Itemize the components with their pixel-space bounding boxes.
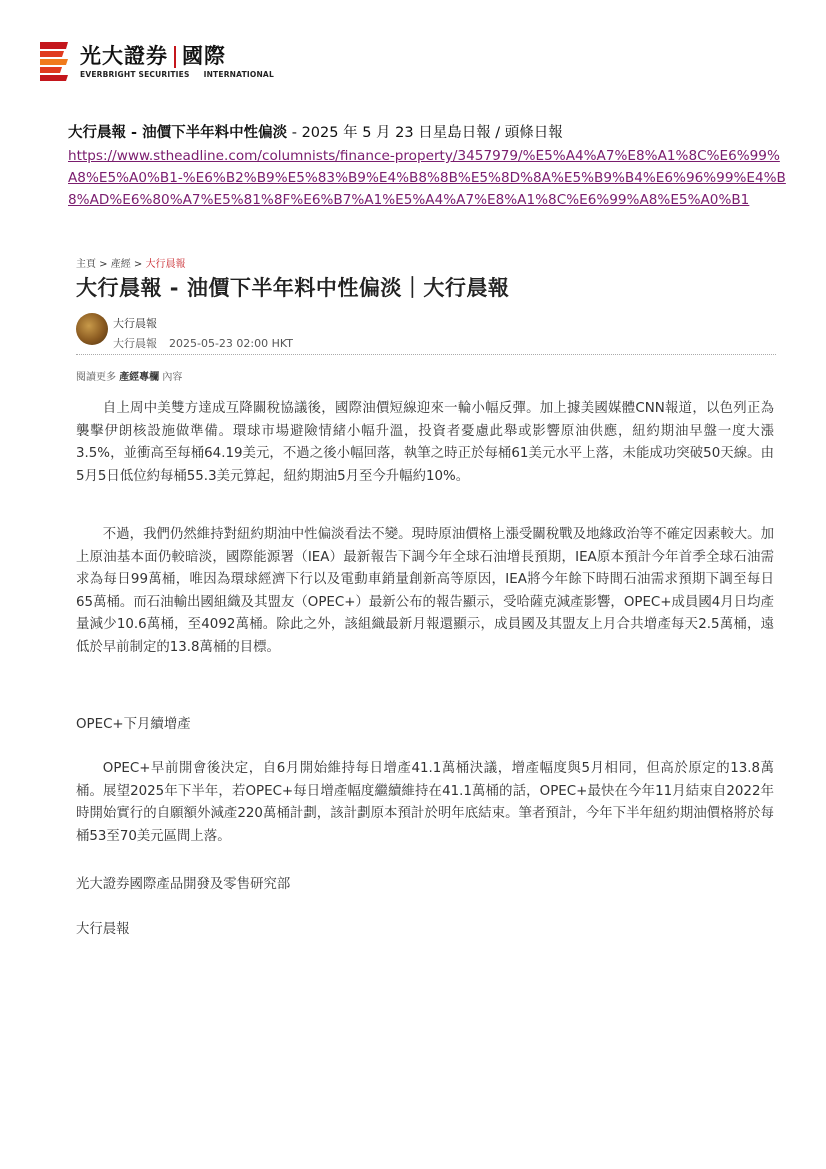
author-meta-name: 大行晨報: [113, 337, 157, 350]
logo-en-division: INTERNATIONAL: [203, 69, 274, 79]
breadcrumb-current[interactable]: 大行晨報: [145, 259, 186, 270]
breadcrumb-separator: >: [130, 259, 146, 270]
signature-column: 大行晨報: [76, 922, 130, 937]
read-more-link[interactable]: 產經專欄: [119, 372, 160, 383]
logo-en-name: EVERBRIGHT SECURITIES: [80, 69, 190, 79]
breadcrumb-home[interactable]: 主頁: [76, 259, 96, 270]
article-paragraph: 不過，我們仍然維持對紐約期油中性偏淡看法不變。現時原油價格上漲受關稅戰及地緣政治等不確定因素較大。加上原油基本面仍較暗淡，國際能源署（IEA）最新報告下調今年全球石油增長預期，IEA原本預計今年首季全球石油需求為每日99萬桶，唯因為環球經濟下行以及電動車銷量創新高等原因，IEA將今年餘下時間石油需求預期下調至每日65萬桶。而石油輸出國組織及其盟友（OPEC+）最新公布的報告顯示，受哈薩克減產影響，OPEC+成員國4月日均產量減少10.6萬桶，至4092萬桶。除此之外，該組織最新月報還顯示，成員國及其盟友上月合共增產每天2.5萬桶，遠低於早前制定的13.8萬桶的目標。: [76, 527, 774, 655]
source-link[interactable]: https://www.stheadline.com/columnists/finance-property/3457979/%E5%A4%A7%E8%A1%8C%E6%99%A8%E5%A0%B1-%E6%B2%B9%E5%83%B9%E4%B8%8B%E5%8D%8A%E5%B9%B4%E6%96%99%E4%B8%AD%E6%80%A7%E5%81%8F%E6%B7%A1%E5%A4%A7%E8%A1%8C%E6%99%A8%E5%A0%B1: [68, 148, 786, 208]
read-more-suffix: 內容: [159, 372, 183, 383]
divider: [76, 354, 776, 355]
author-name[interactable]: 大行晨報: [113, 317, 157, 330]
company-logo: [38, 40, 274, 82]
breadcrumb-separator: >: [96, 259, 111, 270]
logo-wordmark: [80, 44, 274, 79]
article-paragraph: 自上周中美雙方達成互降關稅協議後，國際油價短線迎來一輪小幅反彈。加上據美國媒體CNN報道，以色列正為襲擊伊朗核設施做準備。環球市場避險情緒小幅升溫，投資者憂慮此舉或影響原油供應，紐約期油早盤一度大漲3.5%，並衝高至每桶64.19美元，不過之後小幅回落，執筆之時正於每桶61美元水平上落，未能成功突破50天線。由5月5日低位約每桶55.3美元算起，紐約期油5月至今升幅約10%。: [76, 401, 774, 484]
author-avatar[interactable]: [76, 313, 108, 345]
breadcrumb-section[interactable]: 產經: [110, 259, 131, 270]
breadcrumb: [76, 255, 186, 270]
publish-time: 2025-05-23 02:00 HKT: [169, 337, 293, 350]
article-title: 大行晨報 - 油價下半年料中性偏淡｜大行晨報: [76, 276, 510, 300]
signature-department: 光大證券國際產品開發及零售研究部: [76, 877, 291, 892]
logo-divider: [174, 46, 176, 68]
article-meta: [113, 335, 293, 351]
everbright-logo-icon: [38, 40, 72, 82]
article-subheading: OPEC+下月續增產: [76, 717, 191, 732]
document-headline: [68, 122, 788, 144]
logo-cn-name: 光大證券: [80, 43, 168, 68]
headline-source: - 2025 年 5 月 23 日星島日報 / 頭條日報: [287, 125, 563, 141]
read-more: [76, 368, 182, 383]
read-more-prefix: 閱讀更多: [76, 372, 120, 383]
article-paragraph: OPEC+早前開會後決定，自6月開始維持每日增產41.1萬桶決議，增產幅度與5月相同，但高於原定的13.8萬桶。展望2025年下半年，若OPEC+每日增產幅度繼續維持在41.1萬桶的話，OPEC+最快在今年11月結束自2022年時開始實行的自願額外減產220萬桶計劃，該計劃原本預計於明年底結束。筆者預計，今年下半年紐約期油價格將於每桶53至70美元區間上落。: [76, 761, 774, 844]
headline-title: 大行晨報 - 油價下半年料中性偏淡: [68, 125, 288, 141]
logo-cn-division: 國際: [182, 43, 226, 68]
